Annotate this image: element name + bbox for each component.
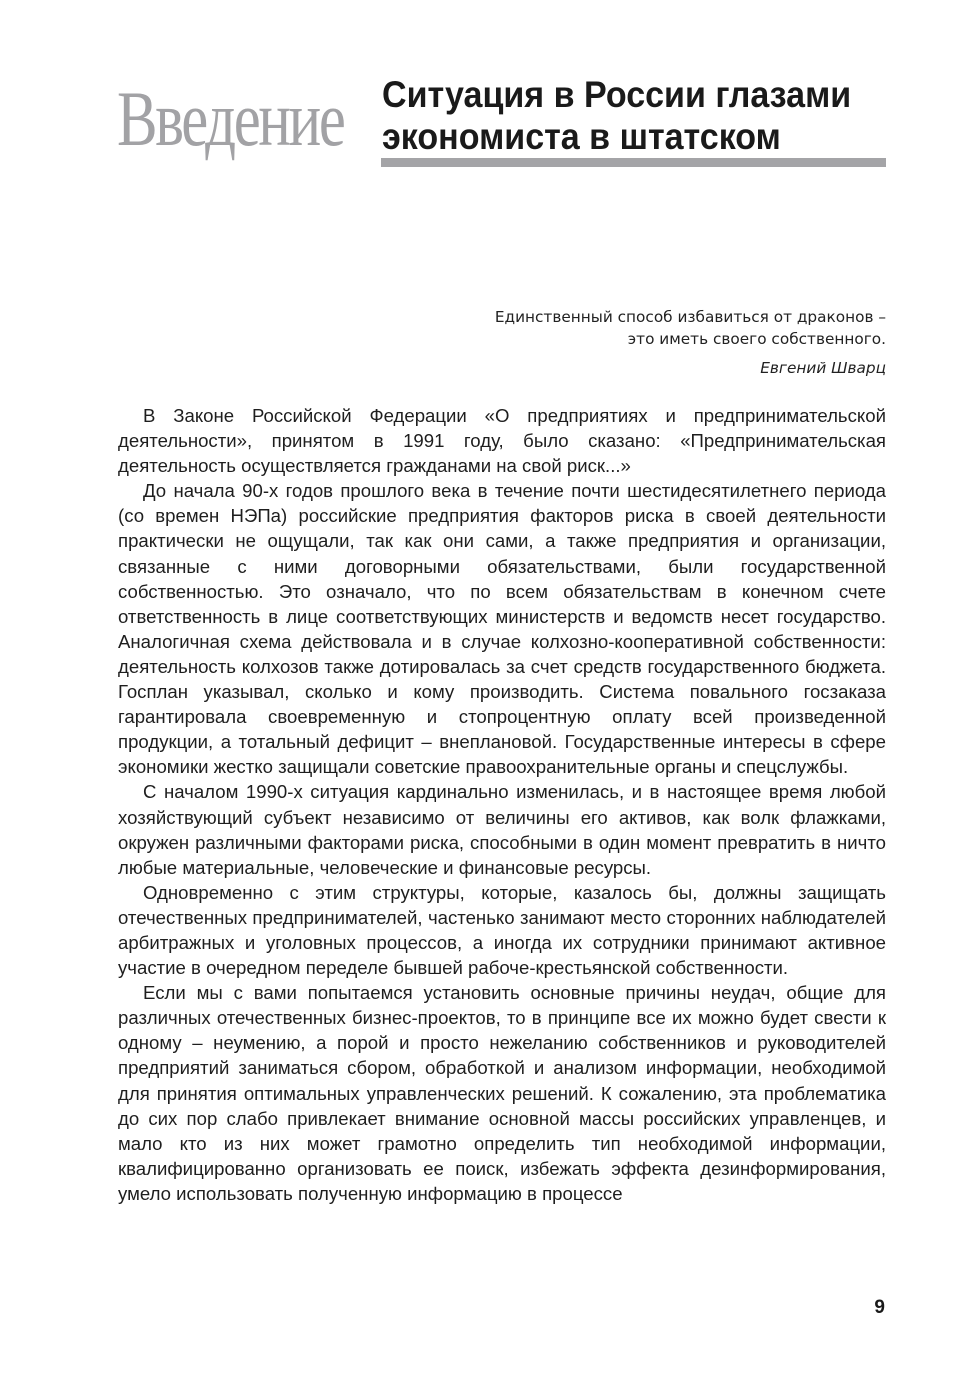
paragraph: С началом 1990-х ситуация кардинально изменилась, и в настоящее время любой хозяйствующий субъект независимо от величины его активов, как волк флажками, окружен различными факторами риска, способными в один момент превратить в ничто любые материальные, человеческие и финансовые ресурсы.	[118, 781, 886, 878]
page-number: 9	[874, 1297, 885, 1318]
chapter-title-line-1: Ситуация в России глазами	[382, 74, 852, 115]
paragraph: До начала 90-х годов прошлого века в течение почти шестидесятилетнего периода (со времен НЭПа) российские предприятия факторов риска в своей деятельности практически не ощущали, так как они сами, а также предприятия и организации, связанные с ними договорными обязательствами, были государственной собственностью. Это означало, что по всем обязательствам в конечном счете ответственность в лице соответствующих министерств и ведомств несет государство. Аналогичная схема действовала и в случае колхозно-кооперативной собственности: деятельность колхозов также дотировалась за счет средств государственного бюджета. Госплан указывал, сколько и кому производить. Система повального госзаказа гарантировала своевременную и стопроцентную оплату всей произведенной продукции, а тотальный дефицит – внеплановой. Государственные интересы в сфере экономики жестко защищали советские правоохранительные органы и спецслужбы.	[118, 480, 886, 778]
chapter-label: Введение	[117, 75, 344, 162]
epigraph-line-2: это иметь своего собственного.	[627, 330, 886, 348]
chapter-title-line-2: экономиста в штатском	[382, 116, 781, 157]
paragraph: Если мы с вами попытаемся установить основные причины неудач, общие для различных отечественных бизнес-проектов, то в принципе все их можно будет свести к одному – неумению, а порой и просто нежеланию собственников и руководителей предприятий заниматься сбором, обработкой и анализом информации, необходимой для принятия оптимальных управленческих решений. К сожалению, эта проблематика до сих пор слабо привлекает внимание основной массы российских управленцев, и мало кто из них может грамотно определить тип необходимой информации, квалифицированно организовать ее поиск, избежать эффекта дезинформирования, умело использовать полученную информацию в процессе	[118, 982, 886, 1204]
epigraph-author: Евгений Шварц	[760, 359, 886, 377]
chapter-title	[382, 74, 860, 158]
epigraph-line-1: Единственный способ избавиться от драконов –	[494, 308, 886, 326]
title-underline-bar	[381, 158, 886, 167]
body-text	[118, 403, 886, 1206]
epigraph	[426, 306, 886, 379]
paragraph: В Законе Российской Федерации «О предприятиях и предпринимательской деятельности», принятом в 1991 году, было сказано: «Предпринимательская деятельность осуществляется гражданами на свой риск...»	[118, 405, 886, 477]
paragraph: Одновременно с этим структуры, которые, казалось бы, должны защищать отечественных предпринимателей, частенько занимают место сторонних наблюдателей арбитражных и уголовных процессов, а иногда их сотрудники принимают активное участие в очередном переделе бывшей рабоче-крестьянской собственности.	[118, 881, 886, 979]
